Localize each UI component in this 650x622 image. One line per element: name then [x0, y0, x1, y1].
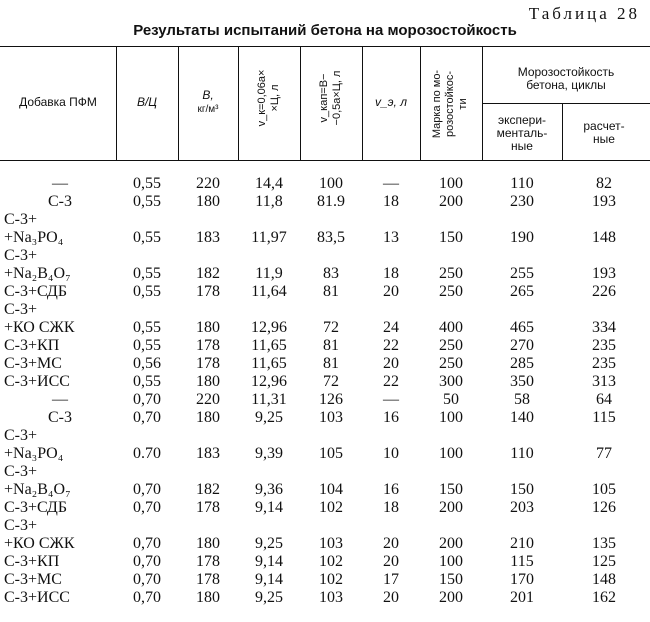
experimental-cell: 170 — [510, 571, 534, 588]
ve-cell: 17 — [383, 571, 399, 588]
additive-cell: С-3+ — [4, 463, 38, 480]
vk-cell: 9,14 — [255, 553, 283, 570]
table-row — [0, 355, 650, 373]
vkap-cell: 104 — [319, 481, 343, 498]
vkap-cell: 81 — [323, 337, 339, 354]
experimental-cell: 350 — [510, 373, 534, 390]
ve-cell: 18 — [383, 193, 399, 210]
grade-cell: 200 — [439, 535, 463, 552]
ve-cell: 13 — [383, 229, 399, 246]
vkap-cell: 103 — [319, 409, 343, 426]
additive-cell: С-3+ — [4, 427, 38, 444]
table-row — [0, 571, 650, 589]
experimental-cell: 265 — [510, 283, 534, 300]
water-cell: 182 — [196, 481, 220, 498]
calculated-cell: 162 — [592, 589, 616, 606]
table-row — [0, 391, 650, 409]
ve-cell: 20 — [383, 283, 399, 300]
water-cell: 178 — [196, 571, 220, 588]
table-row — [0, 211, 650, 229]
experimental-cell: 285 — [510, 355, 534, 372]
experimental-cell: 190 — [510, 229, 534, 246]
header-additive: Добавка ПФМ — [19, 95, 97, 109]
vk-cell: 12,96 — [251, 373, 287, 390]
experimental-cell: 465 — [510, 319, 534, 336]
vk-cell: 9,25 — [255, 409, 283, 426]
vk-cell: 9,36 — [255, 481, 283, 498]
wc-cell: 0,55 — [133, 229, 161, 246]
table-row — [0, 481, 650, 499]
table-row — [0, 409, 650, 427]
grade-cell: 250 — [439, 265, 463, 282]
additive-cell: С-3+ — [4, 517, 38, 534]
table-row — [0, 463, 650, 481]
table-caption: Результаты испытаний бетона на морозостойкость — [133, 22, 517, 39]
table-row — [0, 175, 650, 193]
ve-cell: 20 — [383, 535, 399, 552]
header-grade: Марка по мо- розостойкос- ти — [431, 69, 469, 139]
vk-cell: 11,65 — [251, 355, 287, 372]
water-cell: 220 — [196, 175, 220, 192]
wc-cell: 0,55 — [133, 193, 161, 210]
grade-cell: 150 — [439, 571, 463, 588]
ve-cell: 20 — [383, 553, 399, 570]
additive-cell: — — [52, 175, 68, 192]
additive-cell: С-3+СДБ — [4, 283, 67, 300]
table-row — [0, 283, 650, 301]
ve-cell: 22 — [383, 337, 399, 354]
calculated-cell: 77 — [596, 445, 612, 462]
vk-cell: 9,14 — [255, 499, 283, 516]
water-cell: 180 — [196, 535, 220, 552]
additive-cell: С-3+ — [4, 247, 38, 264]
experimental-cell: 201 — [510, 589, 534, 606]
water-cell: 178 — [196, 337, 220, 354]
wc-cell: 0,70 — [133, 589, 161, 606]
grade-cell: 250 — [439, 355, 463, 372]
vkap-cell: 102 — [319, 499, 343, 516]
header-water-unit: кг/м³ — [197, 104, 219, 115]
table-row — [0, 445, 650, 463]
wc-cell: 0,55 — [133, 175, 161, 192]
grade-cell: 100 — [439, 409, 463, 426]
header-vk: v_к=0,06a× ×Ц, л — [256, 69, 281, 127]
experimental-cell: 115 — [510, 553, 534, 570]
vkap-cell: 103 — [319, 535, 343, 552]
calculated-cell: 125 — [592, 553, 616, 570]
calculated-cell: 193 — [592, 193, 616, 210]
table-row — [0, 517, 650, 535]
calculated-cell: 235 — [592, 337, 616, 354]
experimental-cell: 230 — [510, 193, 534, 210]
wc-cell: 0,70 — [133, 571, 161, 588]
water-cell: 180 — [196, 193, 220, 210]
table-row — [0, 589, 650, 607]
additive-cell: С-3 — [48, 193, 72, 210]
header-water: В, — [202, 88, 214, 102]
wc-cell: 0,55 — [133, 265, 161, 282]
vk-cell: 11,8 — [255, 193, 283, 210]
experimental-cell: 110 — [510, 445, 534, 462]
vk-cell: 9,25 — [255, 589, 283, 606]
calculated-cell: 105 — [592, 481, 616, 498]
wc-cell: 0,70 — [133, 499, 161, 516]
table-row — [0, 499, 650, 517]
calculated-cell: 334 — [592, 319, 616, 336]
water-cell: 180 — [196, 373, 220, 390]
vkap-cell: 81 — [323, 355, 339, 372]
table-row — [0, 373, 650, 391]
vk-cell: 9,39 — [255, 445, 283, 462]
additive-cell: +Na₂B₄O₇ — [4, 481, 71, 498]
ve-cell: — — [383, 391, 399, 408]
col-divider — [238, 47, 239, 160]
table-row — [0, 553, 650, 571]
vkap-cell: 100 — [319, 175, 343, 192]
additive-cell: С-3+ИСС — [4, 589, 70, 606]
calculated-cell: 64 — [596, 391, 612, 408]
table-row — [0, 301, 650, 319]
header-calculated: расчет- ные — [583, 119, 625, 146]
ve-cell: 18 — [383, 265, 399, 282]
table-row — [0, 265, 650, 283]
vkap-cell: 83 — [323, 265, 339, 282]
vk-cell: 14,4 — [255, 175, 283, 192]
additive-cell: С-3 — [48, 409, 72, 426]
vkap-cell: 103 — [319, 589, 343, 606]
water-cell: 178 — [196, 355, 220, 372]
experimental-cell: 140 — [510, 409, 534, 426]
water-cell: 180 — [196, 319, 220, 336]
grade-cell: 100 — [439, 175, 463, 192]
calculated-cell: 82 — [596, 175, 612, 192]
experimental-cell: 210 — [510, 535, 534, 552]
header-vkap: v_кап=В− −0,5a×Ц, л — [318, 70, 343, 126]
ve-cell: 16 — [383, 481, 399, 498]
additive-cell: С-3+СДБ — [4, 499, 67, 516]
header-bottom-rule — [0, 160, 650, 161]
calculated-cell: 313 — [592, 373, 616, 390]
table-row — [0, 193, 650, 211]
experimental-cell: 270 — [510, 337, 534, 354]
header-ve: v_э, л — [374, 95, 407, 109]
water-cell: 178 — [196, 553, 220, 570]
table-row — [0, 319, 650, 337]
wc-cell: 0,55 — [133, 283, 161, 300]
wc-cell: 0,70 — [133, 481, 161, 498]
water-cell: 180 — [196, 409, 220, 426]
vkap-cell: 83,5 — [317, 229, 345, 246]
additive-cell: С-3+ — [4, 301, 38, 318]
vk-cell: 11,9 — [255, 265, 283, 282]
water-cell: 182 — [196, 265, 220, 282]
experimental-cell: 255 — [510, 265, 534, 282]
ve-cell: 16 — [383, 409, 399, 426]
grade-cell: 400 — [439, 319, 463, 336]
grade-cell: 150 — [439, 481, 463, 498]
vkap-cell: 72 — [323, 319, 339, 336]
ve-cell: 10 — [383, 445, 399, 462]
additive-cell: С-3+МС — [4, 571, 62, 588]
calculated-cell: 126 — [592, 499, 616, 516]
table-number: Таблица 28 — [528, 4, 640, 23]
ve-cell: 20 — [383, 355, 399, 372]
vk-cell: 9,14 — [255, 571, 283, 588]
additive-cell: +Na₃PO₄ — [4, 229, 64, 246]
additive-cell: +КО СЖК — [4, 535, 75, 552]
ve-cell: 18 — [383, 499, 399, 516]
vkap-cell: 105 — [319, 445, 343, 462]
table-row — [0, 247, 650, 265]
grade-cell: 100 — [439, 553, 463, 570]
calculated-cell: 148 — [592, 229, 616, 246]
ve-cell: 22 — [383, 373, 399, 390]
grade-cell: 250 — [439, 283, 463, 300]
vk-cell: 11,64 — [251, 283, 287, 300]
grade-cell: 50 — [443, 391, 459, 408]
grade-cell: 300 — [439, 373, 463, 390]
calculated-cell: 235 — [592, 355, 616, 372]
grade-cell: 100 — [439, 445, 463, 462]
additive-cell: С-3+КП — [4, 553, 60, 570]
experimental-cell: 58 — [514, 391, 530, 408]
vk-cell: 12,96 — [251, 319, 287, 336]
table-row — [0, 535, 650, 553]
ve-cell: — — [383, 175, 399, 192]
table-row — [0, 337, 650, 355]
table-row — [0, 229, 650, 247]
wc-cell: 0,70 — [133, 391, 161, 408]
additive-cell: С-3+ — [4, 211, 38, 228]
additive-cell: +КО СЖК — [4, 319, 75, 336]
table-row — [0, 427, 650, 445]
water-cell: 178 — [196, 499, 220, 516]
grade-cell: 200 — [439, 589, 463, 606]
grade-cell: 200 — [439, 499, 463, 516]
experimental-cell: 110 — [510, 175, 534, 192]
grade-cell: 200 — [439, 193, 463, 210]
additive-cell: С-3+ИСС — [4, 373, 70, 390]
water-cell: 220 — [196, 391, 220, 408]
table-body — [0, 175, 650, 607]
vkap-cell: 126 — [319, 391, 343, 408]
grade-cell: 150 — [439, 229, 463, 246]
vkap-cell: 81.9 — [317, 193, 345, 210]
experimental-cell: 150 — [510, 481, 534, 498]
vkap-cell: 102 — [319, 553, 343, 570]
header-experimental: экспери- менталь- ные — [496, 113, 548, 153]
calculated-cell: 135 — [592, 535, 616, 552]
vk-cell: 11,65 — [251, 337, 287, 354]
additive-cell: +Na₃PO₄ — [4, 445, 64, 462]
wc-cell: 0,70 — [133, 535, 161, 552]
additive-cell: С-3+КП — [4, 337, 60, 354]
water-cell: 180 — [196, 589, 220, 606]
calculated-cell: 193 — [592, 265, 616, 282]
vk-cell: 11,31 — [251, 391, 287, 408]
wc-cell: 0,70 — [133, 409, 161, 426]
wc-cell: 0,55 — [133, 319, 161, 336]
wc-cell: 0,55 — [133, 337, 161, 354]
ve-cell: 20 — [383, 589, 399, 606]
vkap-cell: 72 — [323, 373, 339, 390]
additive-cell: +Na₂B₄O₇ — [4, 265, 71, 282]
grade-cell: 250 — [439, 337, 463, 354]
vkap-cell: 81 — [323, 283, 339, 300]
additive-cell: С-3+МС — [4, 355, 62, 372]
water-cell: 183 — [196, 445, 220, 462]
header-frost-group: Морозостойкость бетона, циклы — [517, 65, 615, 92]
calculated-cell: 115 — [592, 409, 616, 426]
vkap-cell: 102 — [319, 571, 343, 588]
water-cell: 178 — [196, 283, 220, 300]
wc-cell: 0,70 — [133, 553, 161, 570]
wc-cell: 0.70 — [133, 445, 161, 462]
wc-cell: 0,56 — [133, 355, 161, 372]
calculated-cell: 226 — [592, 283, 616, 300]
water-cell: 183 — [196, 229, 220, 246]
col-divider — [300, 47, 301, 160]
additive-cell: — — [52, 391, 68, 408]
ve-cell: 24 — [383, 319, 399, 336]
header-wc: В/Ц — [136, 95, 158, 109]
wc-cell: 0,55 — [133, 373, 161, 390]
experimental-cell: 203 — [510, 499, 534, 516]
col-divider — [420, 47, 421, 160]
vk-cell: 11,97 — [251, 229, 287, 246]
subheader-rule — [482, 103, 650, 104]
calculated-cell: 148 — [592, 571, 616, 588]
vk-cell: 9,25 — [255, 535, 283, 552]
